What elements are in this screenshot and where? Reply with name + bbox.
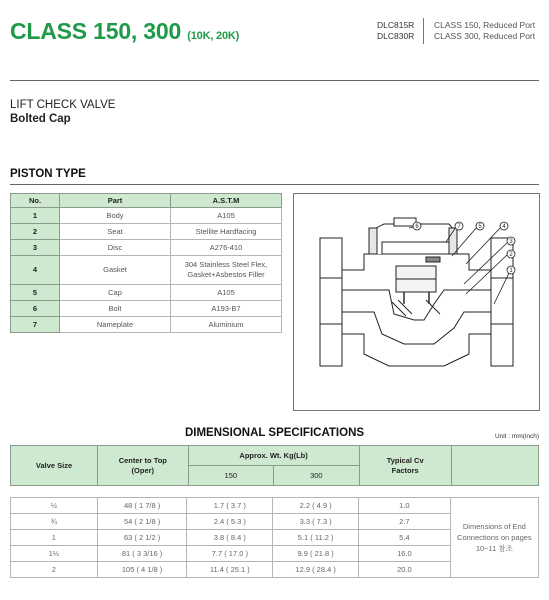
header-divider [423,18,424,44]
table-row [11,256,282,285]
svg-text:6: 6 [415,224,419,230]
part-astm: Stellite Hardfacing [171,224,282,240]
product-name: LIFT CHECK VALVE [10,99,116,111]
weight-300: 12.9 ( 28.4 ) [273,562,359,578]
center-to-top: 54 ( 2 1/8 ) [97,514,187,530]
section-title: PISTON TYPE [10,168,86,180]
part-astm-line: 304 Stainless Steel Flex, [184,260,268,269]
callout-6 [413,222,421,230]
dimensions-header-table [10,445,539,486]
part-number: 3 [11,240,60,256]
part-number: 1 [11,208,60,224]
part-number: 4 [11,256,60,285]
callout-5 [476,222,484,230]
part-astm [171,256,282,285]
table-header-row [11,446,539,466]
part-number: 5 [11,285,60,301]
cv-factor: 2.7 [359,514,451,530]
callout-4 [500,222,508,230]
left-flange [320,238,342,366]
product-heading [10,98,115,126]
model-code: DLC830R [377,31,415,41]
part-astm: A276-410 [171,240,282,256]
cv-header: Typical Cv Factors [359,446,451,486]
weight-150: 1.7 ( 3.7 ) [187,498,273,514]
table-header-row [11,194,282,208]
svg-text:1: 1 [509,268,513,274]
part-number: 2 [11,224,60,240]
header-rule [10,80,539,81]
page-title [10,18,239,45]
weight-150: 7.7 ( 17.0 ) [187,546,273,562]
center-to-top: 48 ( 1 7/8 ) [97,498,187,514]
valve-cross-section-drawing [294,194,539,410]
valve-size: 1½ [11,546,98,562]
cv-factor: 1.0 [359,498,451,514]
table-row [11,498,539,514]
weight-header: Approx. Wt. Kg(Lb) [188,446,359,466]
svg-text:4: 4 [502,224,506,230]
weight-150: 2.4 ( 5.3 ) [187,514,273,530]
part-name: Bolt [60,301,171,317]
part-name: Gasket [60,256,171,285]
class-title: CLASS 150, 300 [10,18,182,44]
part-astm: Aluminium [171,317,282,333]
model-description: CLASS 300, Reduced Port [434,31,536,41]
weight-150: 11.4 ( 25.1 ) [187,562,273,578]
part-name: Body [60,208,171,224]
center-to-top: 105 ( 4 1/8 ) [97,562,187,578]
valve-diagram [293,193,540,411]
table-row [11,317,282,333]
column-header: Part [60,194,171,208]
weight-150: 3.8 ( 8.4 ) [187,530,273,546]
bolt [369,228,377,254]
valve-size: ½ [11,498,98,514]
part-astm-line: Gasket+Asbestos Filler [187,270,265,279]
part-number: 6 [11,301,60,317]
column-header: No. [11,194,60,208]
weight-300: 5.1 ( 11.2 ) [273,530,359,546]
table-row [11,240,282,256]
svg-text:7: 7 [457,224,461,230]
part-astm: A193-B7 [171,301,282,317]
cv-factor: 5.4 [359,530,451,546]
model-descriptions [434,20,535,42]
model-codes [377,20,414,42]
callout-7 [455,222,463,230]
part-name: Nameplate [60,317,171,333]
valve-size: 1 [11,530,98,546]
part-number: 7 [11,317,60,333]
weight-300: 9.9 ( 21.8 ) [273,546,359,562]
model-description: CLASS 150, Reduced Port [434,20,536,30]
nameplate [394,218,416,226]
dimensions-table [10,497,539,578]
table-row [11,285,282,301]
svg-text:2: 2 [509,252,513,258]
weight-150-header: 150 [188,466,274,486]
weight-300: 3.3 ( 7.3 ) [273,514,359,530]
section-rule [10,184,539,185]
cap [372,224,454,254]
unit-note: Unit : mm(inch) [494,433,539,440]
center-to-top: 63 ( 2 1/2 ) [97,530,187,546]
callout-1 [507,266,515,274]
product-subtitle: Bolted Cap [10,113,71,125]
part-name: Seat [60,224,171,240]
model-code: DLC815R [377,20,415,30]
column-header: A.S.T.M [171,194,282,208]
valve-size-header: Valve Size [11,446,98,486]
weight-300-header: 300 [274,466,360,486]
weight-300: 2.2 ( 4.9 ) [273,498,359,514]
valve-size: 2 [11,562,98,578]
connections-header [451,446,538,486]
dimensions-title: DIMENSIONAL SPECIFICATIONS [184,427,365,439]
part-astm: A105 [171,208,282,224]
cv-factor: 16.0 [359,546,451,562]
part-name: Cap [60,285,171,301]
part-name: Disc [60,240,171,256]
part-astm: A105 [171,285,282,301]
table-row [11,208,282,224]
connection-note: Dimensions of End Connections on pages 10~11 참조 [450,498,538,578]
svg-text:5: 5 [478,224,482,230]
callout-3 [507,237,515,245]
class-title-suffix: (10K, 20K) [187,30,240,42]
valve-size: ¾ [11,514,98,530]
cv-factor: 20.0 [359,562,451,578]
gasket [426,257,440,262]
table-row [11,224,282,240]
center-to-top: 81 ( 3 3/16 ) [97,546,187,562]
center-to-top-header: Center to Top (Oper) [98,446,189,486]
table-row [11,301,282,317]
callout-2 [507,250,515,258]
parts-table [10,193,282,333]
svg-text:3: 3 [509,239,513,245]
